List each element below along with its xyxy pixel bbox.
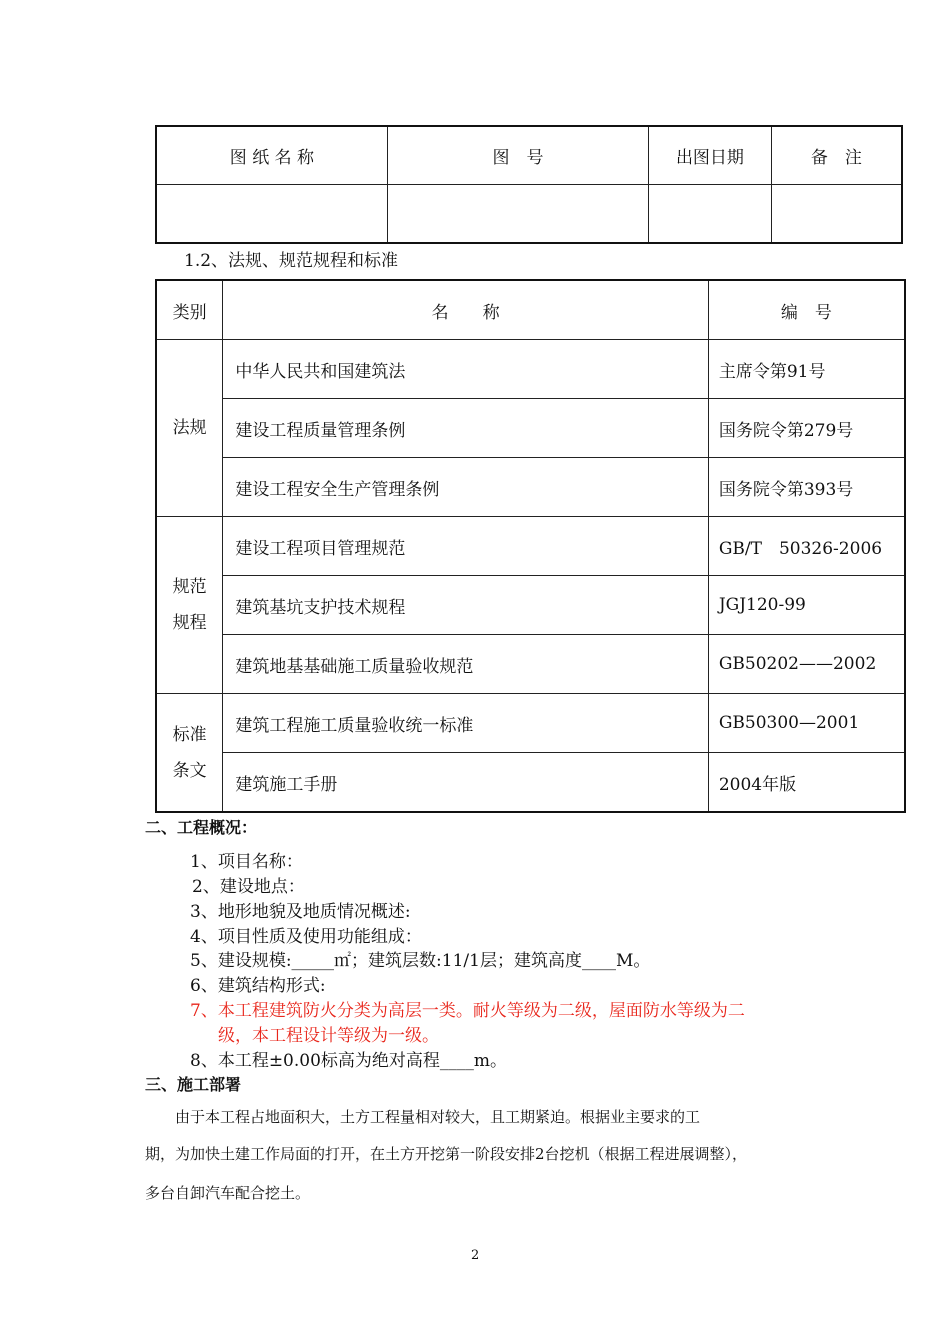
regulation-code: JGJ120-99 <box>708 576 905 635</box>
regulation-name: 建设工程项目管理规范 <box>223 517 709 576</box>
empty-cell <box>649 185 772 244</box>
regulation-name: 建筑地基基础施工质量验收规范 <box>223 635 709 694</box>
deployment-paragraph-line1: 由于本工程占地面积大，土方工程量相对较大，且工期紧迫。根据业主要求的工 <box>175 1108 701 1126</box>
regulations-table <box>155 279 906 813</box>
regulation-code: GB50202——2002 <box>708 635 905 694</box>
regulation-code: 国务院令第279号 <box>708 399 905 458</box>
page-number: 2 <box>471 1248 480 1263</box>
regulation-code: GB50300—2001 <box>708 694 905 753</box>
table-row <box>156 517 905 576</box>
regulation-name: 建筑基坑支护技术规程 <box>223 576 709 635</box>
regulation-code: 主席令第91号 <box>708 340 905 399</box>
regulation-name: 建设工程质量管理条例 <box>223 399 709 458</box>
section-3-title: 三、施工部署 <box>145 1075 242 1094</box>
header-issue-date: 出图日期 <box>649 126 772 185</box>
table-row <box>156 635 905 694</box>
section-1-2-title: 1.2、法规、规范规程和标准 <box>184 251 399 271</box>
regulation-code: 2004年版 <box>708 753 905 813</box>
overview-item-5: 5、建设规模:_____㎡；建筑层数:11/1层；建筑高度____M。 <box>190 951 651 971</box>
table-row <box>156 399 905 458</box>
overview-item-2: 2、建设地点： <box>192 877 305 897</box>
regulation-name: 建筑工程施工质量验收统一标准 <box>223 694 709 753</box>
category-label-line2: 条文 <box>172 760 207 781</box>
overview-item-3: 3、地形地貌及地质情况概述: <box>190 902 411 922</box>
drawing-list-table <box>155 125 903 244</box>
table-row <box>156 753 905 813</box>
regulation-code: GB/T 50326-2006 <box>708 517 905 576</box>
deployment-paragraph-line3: 多台自卸汽车配合挖土。 <box>145 1184 311 1202</box>
overview-item-7-line2: 级，本工程设计等级为一级。 <box>218 1026 439 1046</box>
empty-cell <box>387 185 648 244</box>
table-row <box>156 576 905 635</box>
category-label-line2: 规程 <box>172 613 207 633</box>
header-drawing-number: 图 号 <box>387 126 648 185</box>
overview-item-7-line1: 7、本工程建筑防火分类为高层一类。耐火等级为二级，屋面防水等级为二 <box>190 1001 745 1021</box>
table-row <box>156 340 905 399</box>
category-label-line1: 标准 <box>172 724 207 745</box>
regulation-name: 建筑施工手册 <box>223 753 709 813</box>
regulation-name: 中华人民共和国建筑法 <box>223 340 709 399</box>
overview-item-8: 8、本工程±0.00标高为绝对高程____m。 <box>190 1051 508 1071</box>
overview-item-4: 4、项目性质及使用功能组成： <box>190 927 422 947</box>
header-category: 类别 <box>156 280 223 340</box>
overview-item-1: 1、项目名称： <box>190 852 303 872</box>
empty-cell <box>156 185 387 244</box>
section-2-title: 二、工程概况： <box>145 818 258 837</box>
table-row <box>156 185 902 244</box>
deployment-paragraph-line2: 期，为加快土建工作局面的打开，在土方开挖第一阶段安排2台挖机（根据工程进展调整）， <box>145 1145 748 1163</box>
header-name: 名 称 <box>223 280 709 340</box>
header-drawing-name: 图 纸 名 称 <box>156 126 387 185</box>
category-label-line1: 规范 <box>172 577 207 597</box>
table-header-row <box>156 126 902 185</box>
header-code: 编 号 <box>708 280 905 340</box>
table-row <box>156 458 905 517</box>
regulation-name: 建设工程安全生产管理条例 <box>223 458 709 517</box>
category-standards <box>156 694 223 813</box>
category-laws <box>156 340 223 517</box>
overview-item-6: 6、建筑结构形式: <box>190 976 326 996</box>
category-label: 法规 <box>172 418 207 438</box>
table-row <box>156 694 905 753</box>
header-remarks: 备 注 <box>771 126 902 185</box>
table-header-row <box>156 280 905 340</box>
category-codes <box>156 517 223 694</box>
regulation-code: 国务院令第393号 <box>708 458 905 517</box>
empty-cell <box>771 185 902 244</box>
